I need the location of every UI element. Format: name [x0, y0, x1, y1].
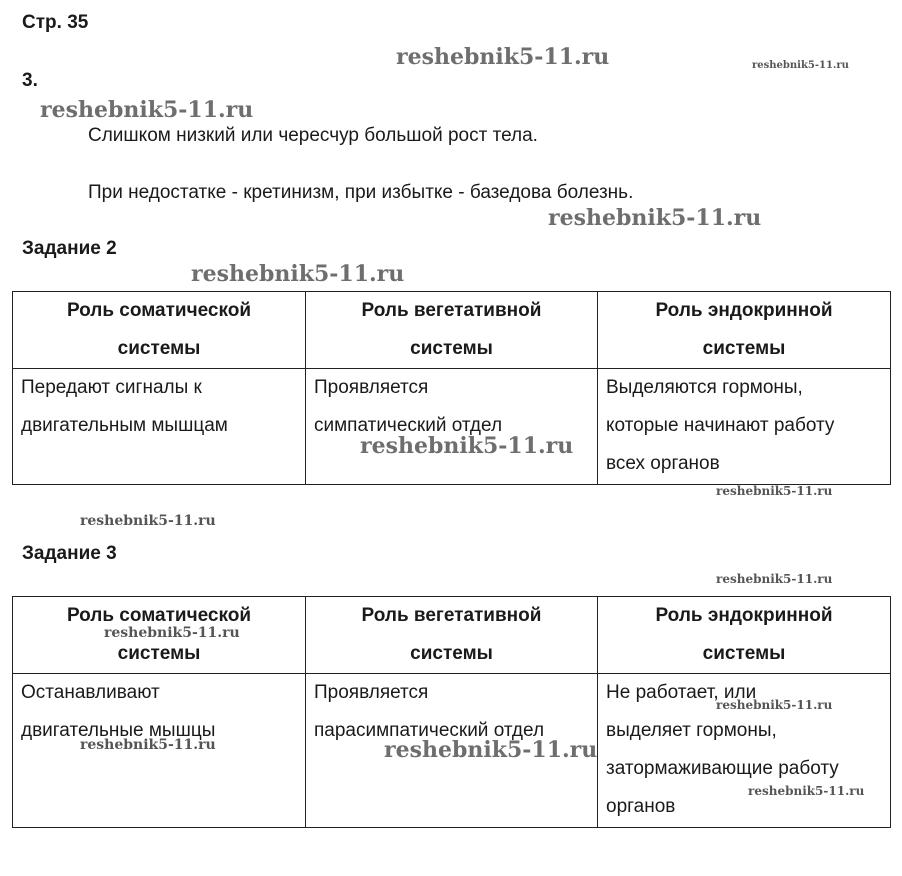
watermark: reshebnik5-11.ru	[360, 433, 574, 459]
watermark: reshebnik5-11.ru	[716, 698, 833, 712]
watermark: reshebnik5-11.ru	[716, 572, 833, 586]
cell-vegetative: Проявляется симпатический отдел	[306, 369, 598, 485]
watermark: reshebnik5-11.ru	[40, 97, 254, 123]
watermark: reshebnik5-11.ru	[384, 737, 598, 763]
header-vegetative: Роль вегетативной системы	[306, 292, 598, 369]
cell-endocrine: Не работает, или выделяет гормоны, затормаживающие работу органов	[598, 674, 891, 828]
watermark: reshebnik5-11.ru	[80, 737, 216, 753]
header-endocrine: Роль эндокринной системы	[598, 597, 891, 674]
watermark: reshebnik5-11.ru	[104, 625, 240, 641]
watermark: reshebnik5-11.ru	[80, 513, 216, 529]
watermark: reshebnik5-11.ru	[752, 60, 849, 71]
header-somatic: Роль соматической системы	[13, 597, 306, 674]
page-label: Стр. 35	[22, 12, 89, 33]
watermark: reshebnik5-11.ru	[716, 484, 833, 498]
cell-somatic: Останавливают двигательные мышцы	[13, 674, 306, 828]
cell-endocrine: Выделяются гормоны, которые начинают работу всех органов	[598, 369, 891, 485]
task-number: 3.	[22, 70, 38, 91]
watermark: reshebnik5-11.ru	[748, 784, 865, 798]
task2-title: Задание 2	[22, 238, 117, 259]
header-vegetative: Роль вегетативной системы	[306, 597, 598, 674]
watermark: reshebnik5-11.ru	[396, 44, 610, 70]
answer-line-2: При недостатке - кретинизм, при избытке - базедова болезнь.	[88, 182, 634, 203]
header-endocrine: Роль эндокринной системы	[598, 292, 891, 369]
watermark: reshebnik5-11.ru	[548, 205, 762, 231]
cell-vegetative: Проявляется парасимпатический отдел	[306, 674, 598, 828]
header-somatic: Роль соматической системы	[13, 292, 306, 369]
cell-somatic: Передают сигналы к двигательным мышцам	[13, 369, 306, 485]
table-header-row	[13, 292, 891, 369]
answer-line-1: Слишком низкий или чересчур большой рост тела.	[88, 125, 538, 146]
task3-title: Задание 3	[22, 543, 117, 564]
watermark: reshebnik5-11.ru	[191, 261, 405, 287]
table-row	[13, 369, 891, 485]
